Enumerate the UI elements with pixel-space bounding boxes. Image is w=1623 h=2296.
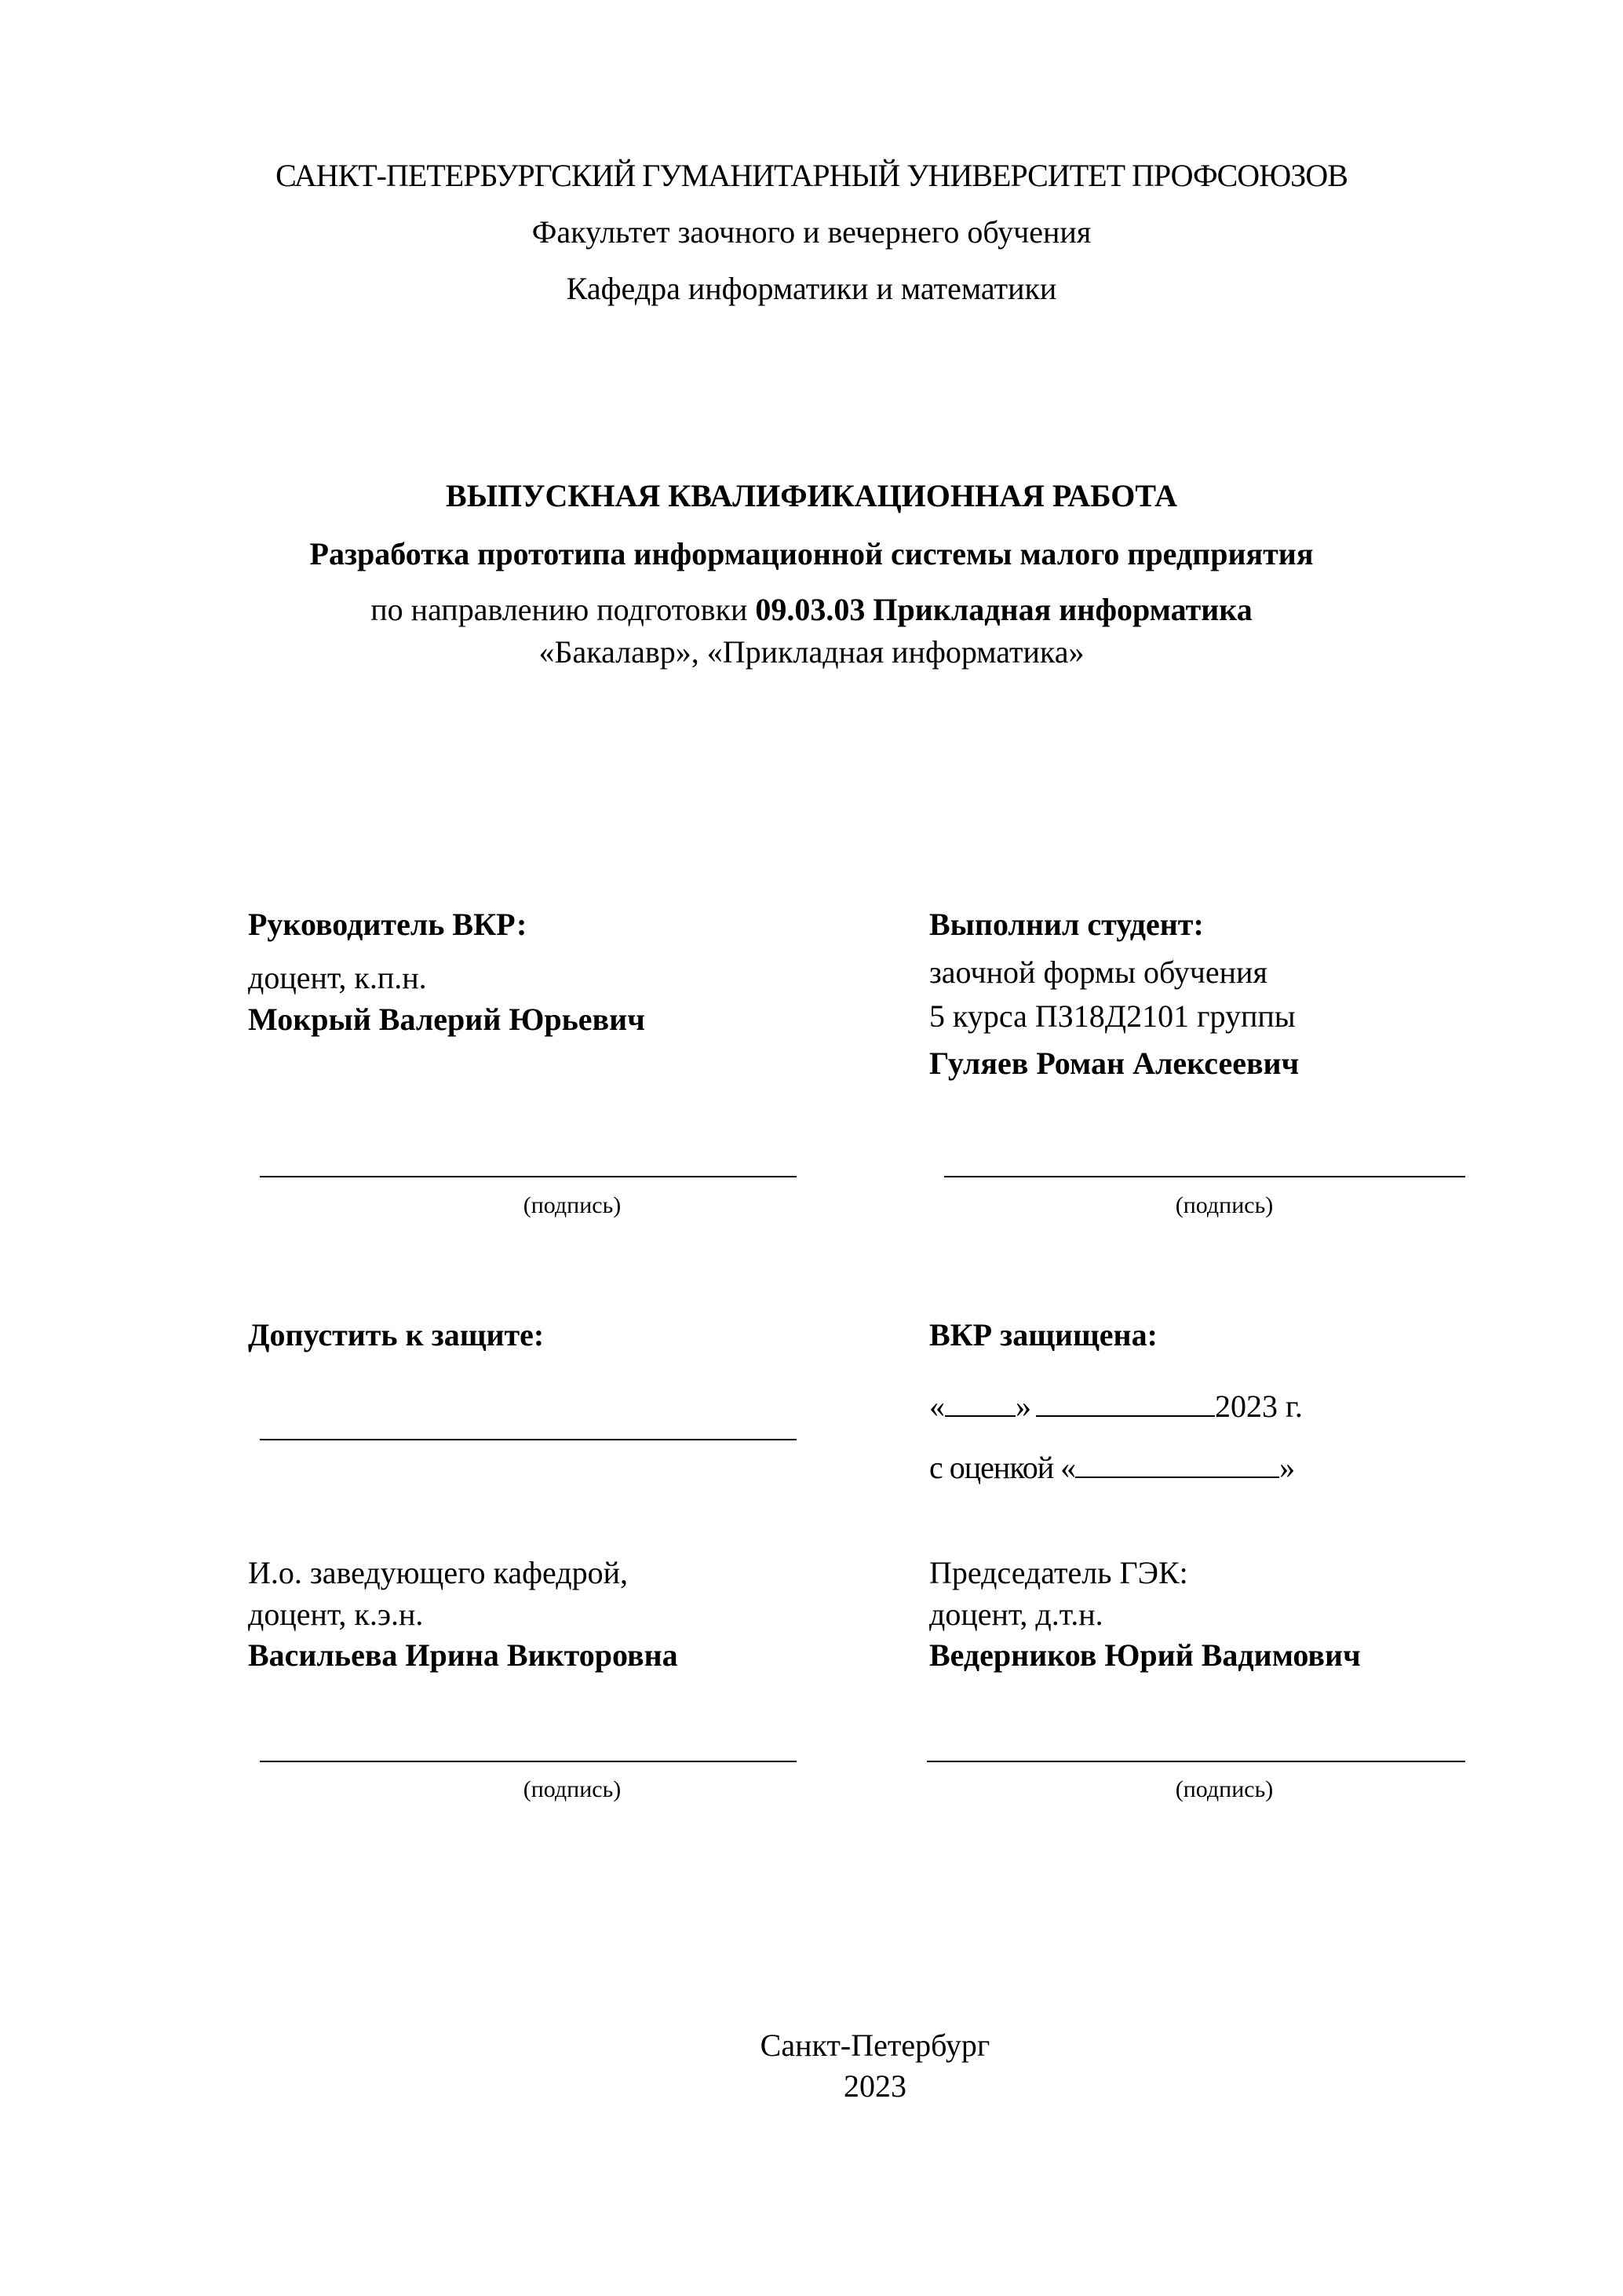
defense-date-field: « » 2023 г. [929, 1389, 1303, 1424]
head-degree: доцент, к.э.н. [248, 1597, 424, 1632]
student-heading: Выполнил студент: [929, 907, 1204, 942]
defense-heading: ВКР защищена: [929, 1317, 1158, 1352]
student-signature-label: (подпись) [1175, 1192, 1274, 1218]
chair-degree: доцент, д.т.н. [929, 1597, 1103, 1632]
supervisor-signature-label: (подпись) [523, 1192, 622, 1218]
defense-year: 2023 г. [1215, 1389, 1303, 1424]
department-name: Кафедра информатики и математики [566, 271, 1057, 306]
defense-grade-field: с оценкой « » [929, 1450, 1295, 1485]
thesis-topic: Разработка прототипа информационной системы малого предприятия [309, 536, 1314, 571]
supervisor-heading: Руководитель ВКР: [248, 907, 527, 942]
month-blank [1036, 1392, 1215, 1417]
footer-year: 2023 [844, 2068, 906, 2104]
admission-signature-line [260, 1439, 797, 1440]
day-blank [945, 1392, 1016, 1417]
footer-city: Санкт-Петербург [760, 2028, 990, 2063]
direction-code: 09.03.03 Прикладная информатика [755, 592, 1253, 627]
study-direction [0, 594, 1623, 626]
supervisor-position: доцент, к.п.н. [248, 960, 427, 995]
head-signature-line [260, 1761, 797, 1762]
student-signature-line [944, 1176, 1465, 1177]
chair-signature-line [927, 1761, 1465, 1762]
supervisor-signature-line [260, 1176, 797, 1177]
student-study-form: заочной формы обучения [929, 955, 1267, 990]
chair-name: Ведерников Юрий Вадимович [929, 1637, 1361, 1673]
supervisor-name: Мокрый Валерий Юрьевич [248, 1002, 645, 1037]
chair-position: Председатель ГЭК: [929, 1555, 1188, 1590]
admission-heading: Допустить к защите: [248, 1317, 545, 1352]
head-position: И.о. заведующего кафедрой, [248, 1555, 629, 1590]
chair-signature-label: (подпись) [1175, 1776, 1274, 1802]
student-group: 5 курса ПЗ18Д2101 группы [929, 998, 1296, 1034]
work-type-title: ВЫПУСКНАЯ КВАЛИФИКАЦИОННАЯ РАБОТА [446, 478, 1177, 513]
head-signature-label: (подпись) [523, 1776, 622, 1802]
university-name: САНКТ-ПЕТЕРБУРГСКИЙ ГУМАНИТАРНЫЙ УНИВЕРСИТЕТ ПРОФСОЮЗОВ [275, 158, 1348, 193]
student-name: Гуляев Роман Алексеевич [929, 1046, 1300, 1081]
faculty-name: Факультет заочного и вечернего обучения [531, 214, 1092, 250]
grade-blank [1075, 1453, 1279, 1478]
degree-program: «Бакалавр», «Прикладная информатика» [538, 634, 1085, 670]
direction-prefix: по направлению подготовки [370, 592, 756, 627]
head-name: Васильева Ирина Викторовна [248, 1637, 678, 1673]
